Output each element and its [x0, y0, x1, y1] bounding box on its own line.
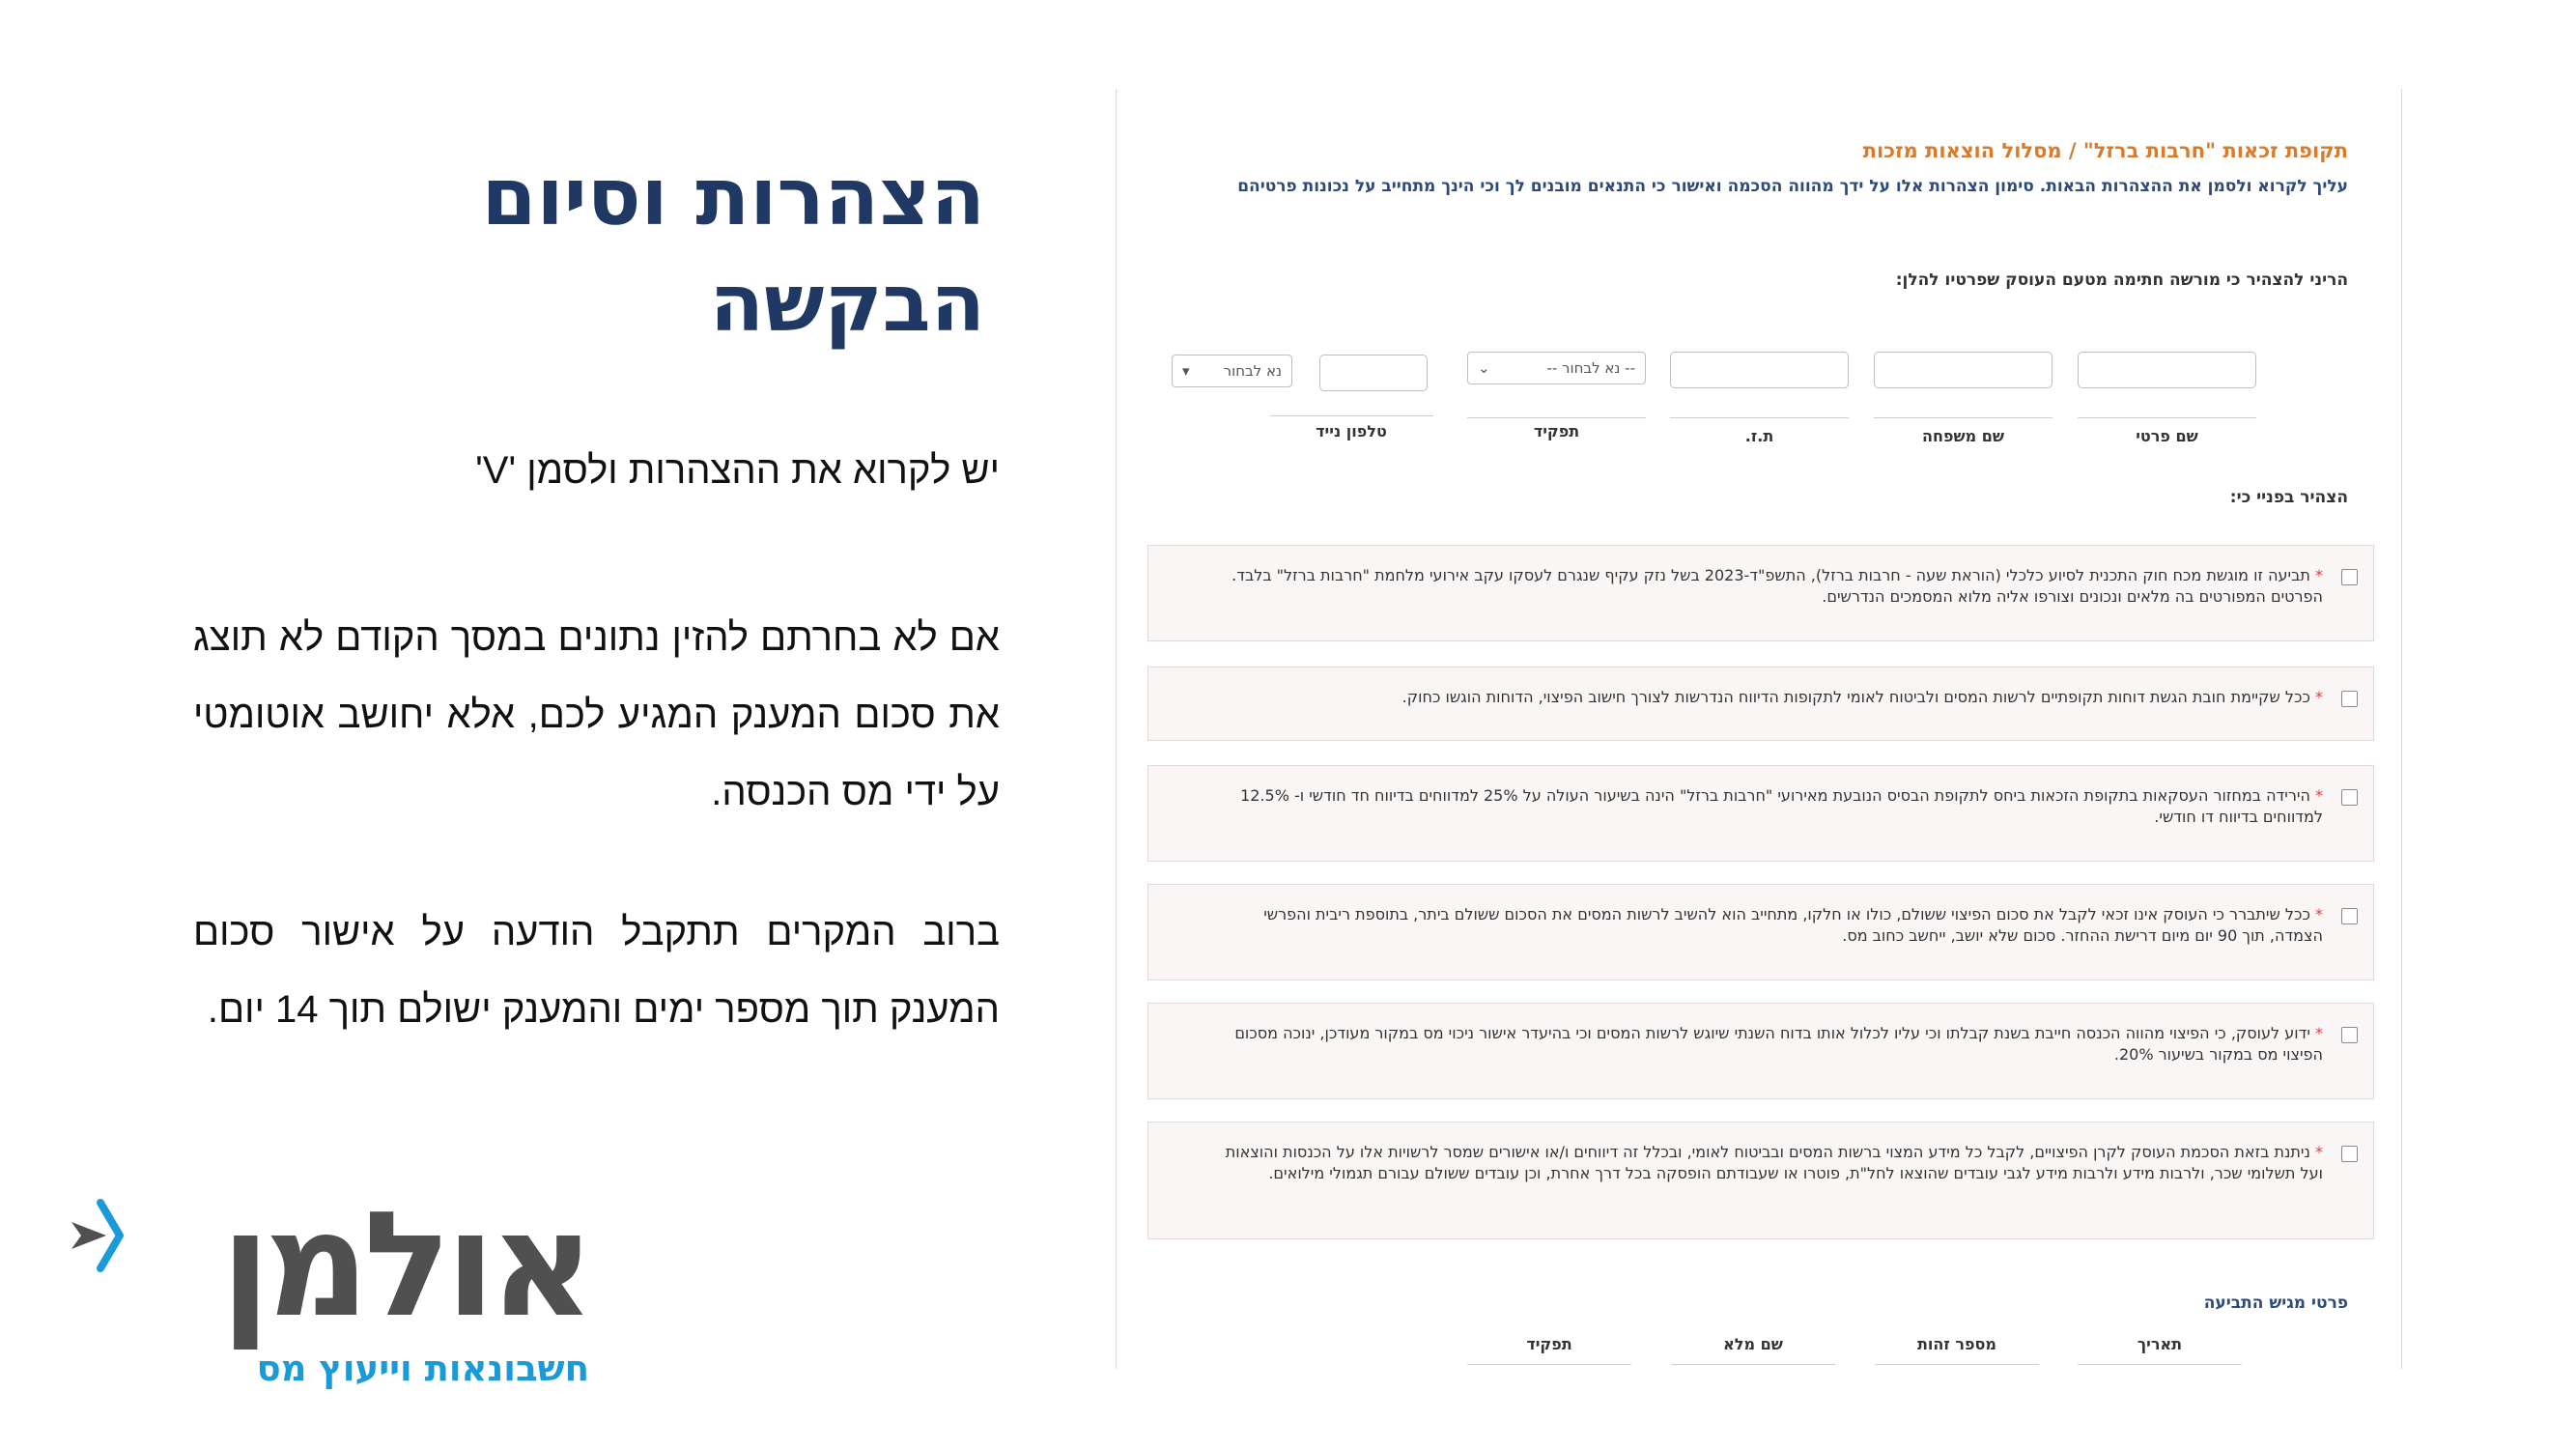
id-number-label: ת.ז. — [1744, 427, 1774, 445]
declaration-text — [1212, 565, 2323, 608]
declaration-item — [1147, 1003, 2374, 1099]
declaration-item — [1147, 545, 2374, 641]
phone-prefix-value: נא לבחור — [1223, 362, 1282, 380]
first-name-input[interactable] — [2078, 352, 2256, 388]
declaration-text — [1212, 904, 2323, 947]
submitter-section-title: פרטי מגיש התביעה — [2203, 1293, 2348, 1313]
declaration-checkbox[interactable] — [2341, 569, 2358, 585]
declaration-text — [1212, 785, 2323, 828]
declaration-checkbox[interactable] — [2341, 789, 2358, 806]
last-name-line — [1874, 417, 2052, 418]
form-instructions: עליך לקרוא ולסמן את ההצהרות הבאות. סימון הצהרות אלו על ידך מהווה הסכמה ואישור כי התנאים מובנים לך וכי הינך מתחייב על נכונות פרטיהם — [1237, 177, 2348, 196]
required-mark: * — [2315, 786, 2323, 805]
declaration-checkbox[interactable] — [2341, 1146, 2358, 1162]
first-name-line — [2078, 417, 2256, 418]
required-mark: * — [2315, 688, 2323, 706]
last-name-label: שם משפחה — [1921, 427, 2005, 445]
role-label: תפקיד — [1533, 422, 1580, 440]
declaration-item — [1147, 1122, 2374, 1239]
mobile-line — [1269, 415, 1433, 416]
declaration-text — [1212, 1142, 2323, 1184]
first-name-label: שם פרטי — [2136, 427, 2198, 445]
company-logo — [58, 1181, 589, 1410]
declaration-text — [1212, 1023, 2323, 1065]
submitter-id-line — [1875, 1364, 2039, 1365]
declaration-item — [1147, 884, 2374, 980]
declaration-text-6: ניתנת בזאת הסכמת העוסק לקרן הפיצויים, לקבל כל מידע המצוי ברשות המסים ובביטוח לאומי, ובכלל זה דיווחים ו/או אישורים שמסר לרשויות אלו על הכנסות והוצאות ועל תשלומי שכר, ולרבות מידע ולרבות מידע לגבי עובדים שהוצאו לחל"ת, פוטרו או שעבודתם הופסקה בכל דרך אחרת, וכן עובדים ששולם עבורם תגמולי מילואים. — [1225, 1143, 2323, 1182]
logo-wordmark: אולמן — [220, 1181, 589, 1350]
declaration-text — [1212, 687, 2323, 708]
mobile-label: טלפון נייד — [1316, 422, 1387, 440]
logo-arrow-icon — [62, 1197, 139, 1274]
required-mark: * — [2315, 1143, 2323, 1161]
info-paragraph: אם לא בחרתם להזין נתונים במסך הקודם לא תוצג את סכום המענק המגיע לכם, אלא יחושב אוטומטי על ידי מס הכנסה. — [193, 616, 1000, 813]
submitter-role-line — [1467, 1364, 1631, 1365]
id-number-input[interactable] — [1670, 352, 1849, 388]
form-title: תקופת זכאות "חרבות ברזל" / מסלול הוצאות מזכות — [1862, 139, 2348, 162]
submitter-id-label: מספר זהות — [1917, 1335, 1996, 1353]
role-select-value: -- נא לבחור -- — [1546, 359, 1635, 377]
logo-subtitle: חשבונאות וייעוץ מס — [256, 1348, 589, 1389]
phone-prefix-select[interactable] — [1172, 355, 1292, 387]
mobile-input[interactable] — [1319, 355, 1428, 391]
approval-paragraph: ברוב המקרים תתקבל הודעה על אישור סכום המענק תוך מספר ימים והמענק ישולם תוך 14 יום. — [193, 911, 1000, 1031]
signatory-intro: הריני להצהיר כי מורשה חתימה מטעם העוסק שפרטיו להלן: — [1895, 270, 2348, 290]
role-line — [1467, 417, 1646, 418]
required-mark: * — [2315, 1024, 2323, 1042]
submitter-name-line — [1671, 1364, 1835, 1365]
caret-down-icon: ▾ — [1182, 362, 1190, 380]
declaration-form-panel — [1116, 89, 2402, 1369]
declaration-checkbox[interactable] — [2341, 1027, 2358, 1043]
submitter-date-label: תאריך — [2137, 1335, 2183, 1353]
declaration-text-5: ידוע לעוסק, כי הפיצוי מהווה הכנסה חייבת בשנת קבלתו וכי עליו לכלול אותו בדוח השנתי שיוגש לרשות המסים וכי בהיעדר אישור ניכוי מס במקור מעודכן, ינוכה מסכום הפיצוי מס במקור בשיעור 20%. — [1234, 1024, 2323, 1064]
instruction-paragraph: יש לקרוא את ההצהרות ולסמן 'V' — [475, 449, 1000, 492]
submitter-role-label: תפקיד — [1526, 1335, 1572, 1353]
id-number-line — [1670, 417, 1849, 418]
slide-title: הצהרות וסיום הבקשה — [481, 152, 985, 350]
submitter-date-line — [2078, 1364, 2242, 1365]
declaration-text-1: תביעה זו מוגשת מכח חוק התכנית לסיוע כלכלי (הוראת שעה - חרבות ברזל), התשפ"ד-2023 בשל נזק עקיף שנגרם לעסקו עקב אירועי מלחמת "חרבות ברזל" בלבד. הפרטים המפורטים בה מלאים ונכונים וצורפו אליה מלוא המסמכים הנדרשים. — [1231, 566, 2323, 606]
declaration-text-3: הירידה במחזור העסקאות בתקופת הזכאות ביחס לתקופת הבסיס הנובעת מאירועי "חרבות ברזל" הינה בשיעור העולה על 25% למדווחים בדיווח חד חודשי ו- 12.5% למדווחים בדיווח דו חודשי. — [1240, 786, 2323, 826]
declaration-checkbox[interactable] — [2341, 691, 2358, 707]
declaration-checkbox[interactable] — [2341, 908, 2358, 924]
submitter-name-label: שם מלא — [1723, 1335, 1783, 1353]
declaration-item — [1147, 667, 2374, 741]
declaration-item — [1147, 765, 2374, 862]
role-select[interactable] — [1467, 352, 1646, 384]
last-name-input[interactable] — [1874, 352, 2052, 388]
declaration-text-4: ככל שיתברר כי העוסק אינו זכאי לקבל את סכום הפיצוי ששולם, כולו או חלקו, מתחייב הוא להשיב לרשות המסים את הסכום ששולם ביתר, בתוספת ריבית והפרשי הצמדה, תוך 90 יום מיום דרישת ההחזר. סכום שלא יושב, ייחשב כחוב מס. — [1263, 905, 2323, 945]
required-mark: * — [2315, 566, 2323, 584]
chevron-down-icon: ⌄ — [1478, 359, 1490, 377]
required-mark: * — [2315, 905, 2323, 923]
declare-label: הצהיר בפניי כי: — [2229, 488, 2348, 507]
declaration-text-2: ככל שקיימת חובת הגשת דוחות תקופתיים לרשות המסים ולביטוח לאומי לתקופות הדיווח הנדרשות לצורך חישוב הפיצוי, הדוחות הוגשו כחוק. — [1401, 688, 2310, 706]
